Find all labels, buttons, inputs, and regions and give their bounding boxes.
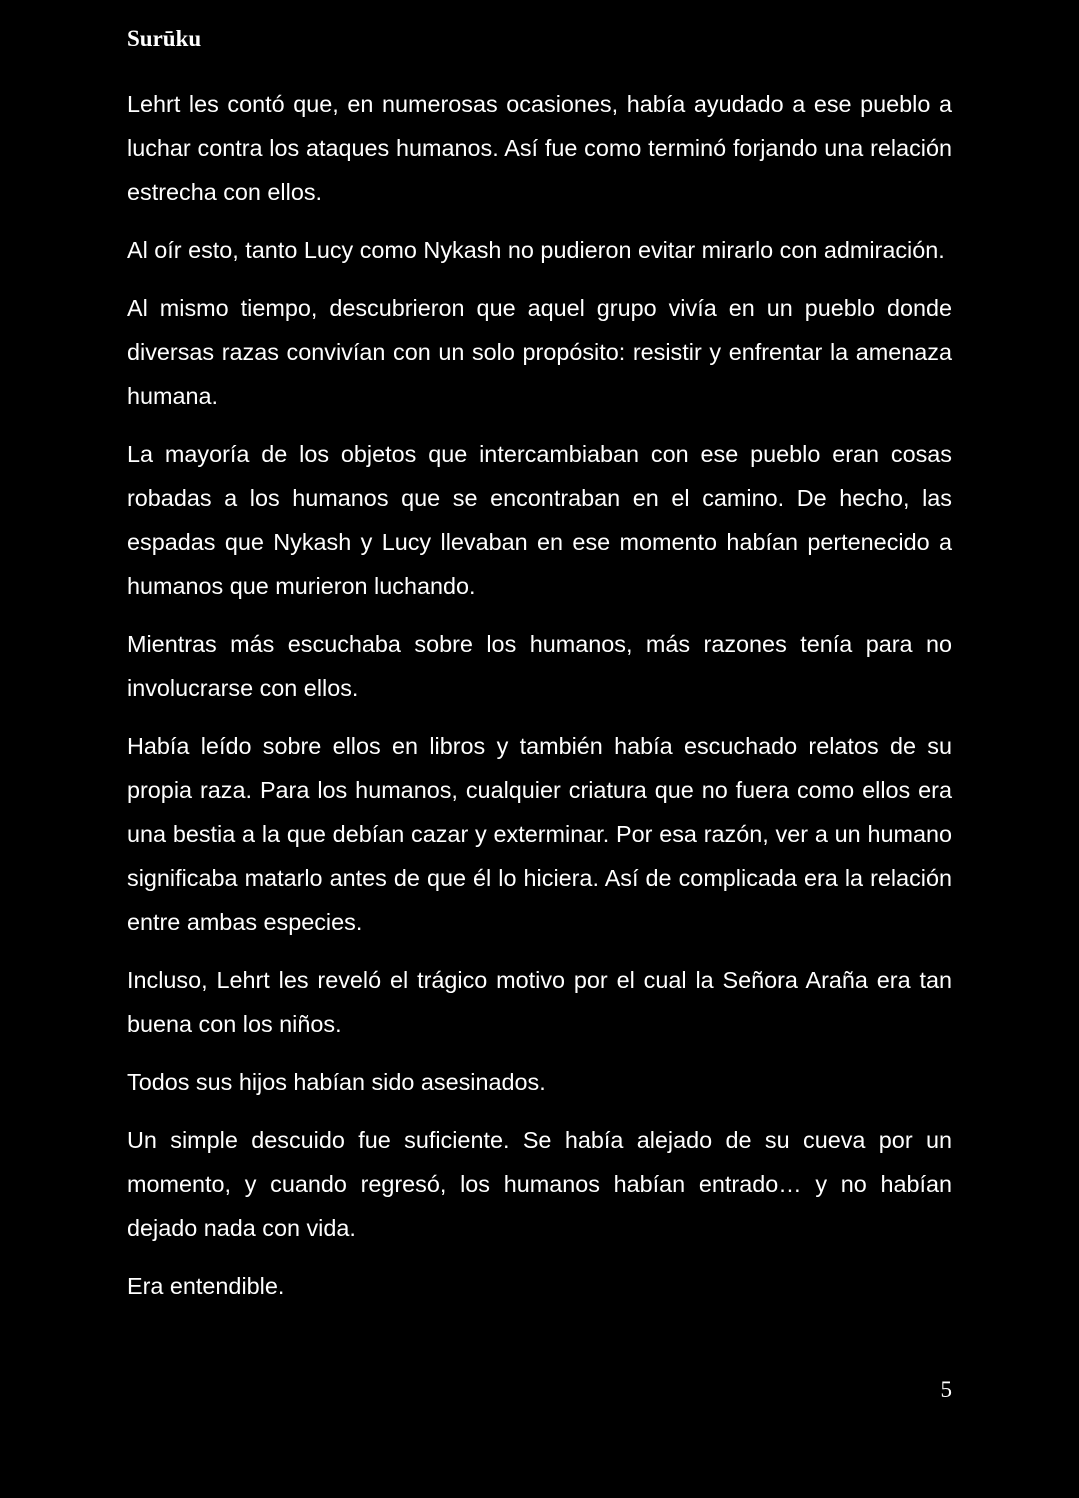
paragraph: Un simple descuido fue suficiente. Se había alejado de su cueva por un momento, y cuando regresó, los humanos habían entrado… y no habían dejado nada con vida.	[127, 1127, 952, 1241]
paragraph: Todos sus hijos habían sido asesinados.	[127, 1069, 546, 1095]
page-number: 5	[940, 1377, 952, 1402]
body-text	[127, 82, 952, 1322]
paragraph: Al oír esto, tanto Lucy como Nykash no pudieron evitar mirarlo con admiración.	[127, 237, 945, 263]
paragraph: Incluso, Lehrt les reveló el trágico motivo por el cual la Señora Araña era tan buena con los niños.	[127, 967, 952, 1037]
paragraph: Al mismo tiempo, descubrieron que aquel grupo vivía en un pueblo donde diversas razas convivían con un solo propósito: resistir y enfrentar la amenaza humana.	[127, 295, 952, 409]
paragraph: Era entendible.	[127, 1273, 285, 1299]
paragraph: Mientras más escuchaba sobre los humanos, más razones tenía para no involucrarse con ellos.	[127, 631, 952, 701]
paragraph: Lehrt les contó que, en numerosas ocasiones, había ayudado a ese pueblo a luchar contra los ataques humanos. Así fue como terminó forjando una relación estrecha con ellos.	[127, 91, 952, 205]
paragraph: Había leído sobre ellos en libros y también había escuchado relatos de su propia raza. Para los humanos, cualquier criatura que no fuera como ellos era una bestia a la que debían cazar y exterminar. Por esa razón, ver a un humano significaba matarlo antes de que él lo hiciera. Así de complicada era la relación entre ambas especies.	[127, 733, 952, 935]
running-header-title: Surūku	[127, 26, 202, 51]
paragraph: La mayoría de los objetos que intercambiaban con ese pueblo eran cosas robadas a los humanos que se encontraban en el camino. De hecho, las espadas que Nykash y Lucy llevaban en ese momento habían pertenecido a humanos que murieron luchando.	[127, 441, 952, 599]
